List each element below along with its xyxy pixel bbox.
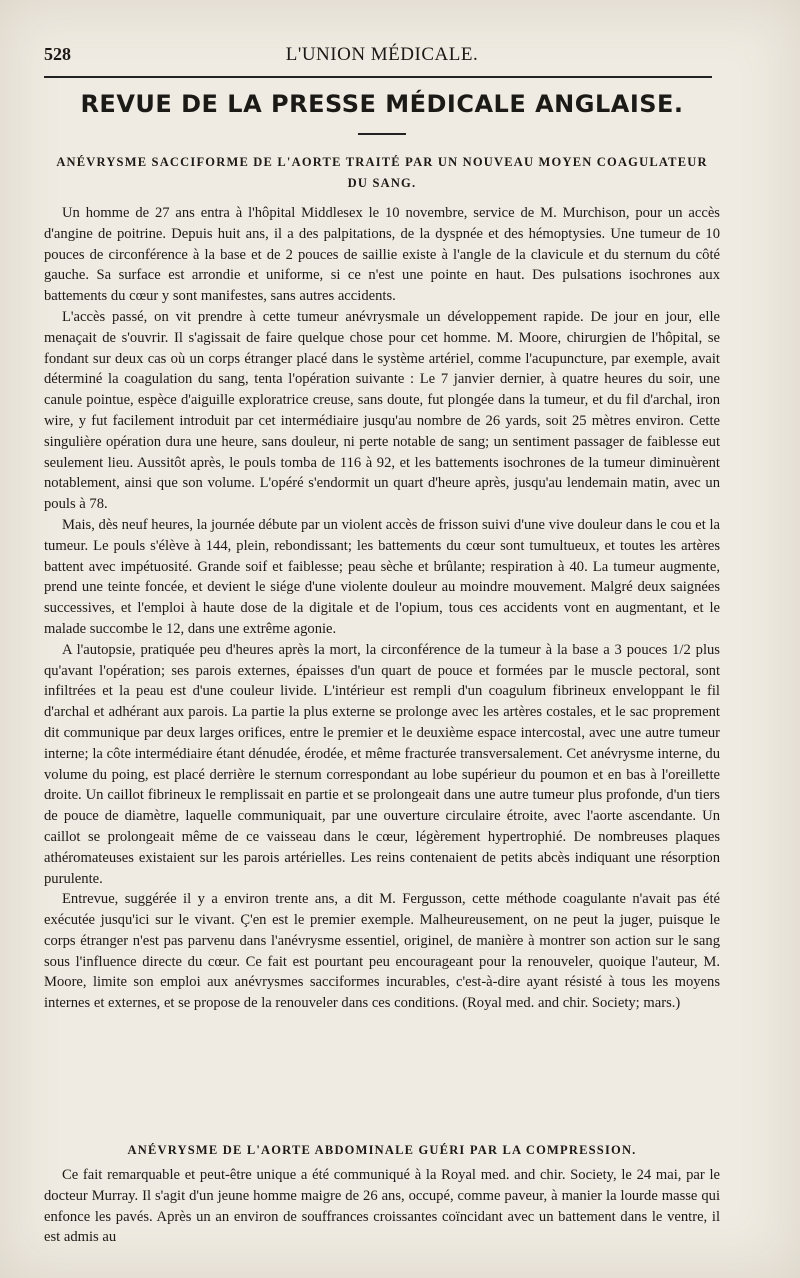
article2-body <box>44 1165 720 1248</box>
title-divider <box>358 133 406 135</box>
page-header <box>44 38 720 72</box>
article1-heading <box>44 152 720 194</box>
article1-paragraph: Entrevue, suggérée il y a environ trente ans, a dit M. Fergusson, cette méthode coagulante n'avait pas été exécutée jusqu'ici sur le vivant. Ç'en est le premier exemple. Malheureusement, on ne peut la juger, puisque le corps étranger n'est pas parvenu dans l'anévrysme essentiel, originel, de manière à montrer son action sur le sang sous l'influence directe du cœur. Ce fait est pourtant peu encourageant pour la renouveler, quoique l'auteur, M. Moore, limite son emploi aux anévrysmes sacciformes incurables, c'est-à-dire ayant résisté à tous les moyens internes et externes, et se propose de la renouveler dans ces conditions. (Royal med. and chir. Society; mars.) <box>44 891 720 1012</box>
article2-paragraph: Ce fait remarquable et peut-être unique a été communiqué à la Royal med. and chir. Society, le 24 mai, par le docteur Murray. Il s'agit d'un jeune homme maigre de 26 ans, occupé, comme paveur, à manier la lourde masse qui enfonce les pavés. Après un an environ de souffrances croissantes coïncidant avec un battement dans le ventre, il est admis au <box>44 1167 720 1246</box>
article1-paragraph: L'accès passé, on vit prendre à cette tumeur anévrysmale un développement rapide. De jour en jour, elle menaçait de s'ouvrir. Il s'agissait de faire quelque chose pour cet homme. M. Moore, chirurgien de l'hôpital, se fondant sur deux cas où un corps étranger placé dans le système artériel, comme l'acupuncture, par exemple, avait déterminé la coagulation du sang, tenta l'opération suivante : Le 7 janvier dernier, à quatre heures du soir, une canule pointue, espèce d'aiguille exploratrice creuse, sans doute, fut plongée dans la tumeur, et du fil d'archal, iron wire, y fut facilement introduit par cet intermédiaire jusqu'au nombre de 26 yards, soit 25 mètres environ. Cette singulière opération dura une heure, sans douleur, ni perte notable de sang; un sentiment passager de faiblesse eut seulement lieu. Aussitôt après, le pouls tomba de 116 à 92, et les battements isochrones de la tumeur diminuèrent notablement, ainsi que son volume. L'opéré s'endormit un quart d'heure après, jusqu'au lendemain matin, avec un pouls à 78. <box>44 308 720 513</box>
article1-paragraph: Mais, dès neuf heures, la journée débute par un violent accès de frisson suivi d'une vive douleur dans le cou et la tumeur. Le pouls s'élève à 144, plein, rebondissant; les battements du cœur sont tumultueux, et toutes les artères battent avec impétuosité. Grande soif et faiblesse; peau sèche et brûlante; respiration à 40. La tumeur augmente, prend une teinte foncée, et devient le siége d'une violente douleur au moindre mouvement. Malgré deux saignées successives, et l'emploi à haute dose de la digitale et de l'opium, tous ces accidents vont en augmentant, et le malade succombe le 12, dans une extrême agonie. <box>44 516 720 637</box>
section-title: REVUE DE LA PRESSE MÉDICALE ANGLAISE. <box>80 90 684 118</box>
article1-paragraph: A l'autopsie, pratiquée peu d'heures après la mort, la circonférence de la tumeur à la base a 3 pouces 1/2 plus qu'avant l'opération; ses parois externes, épaisses d'un quart de pouce et formées par le muscle pectoral, sont infiltrées et la peau est d'une couleur livide. L'intérieur est rempli d'un coagulum fibrineux enveloppant le fil d'archal et adhérant aux parois. La partie la plus externe se prolonge avec les artères costales, et le sac proprement dit communique par deux larges orifices, entre le premier et le deuxième espace intercostal, avec une autre tumeur interne; la côte intermédiaire étant dénudée, érodée, et même fracturée transversalement. Cet anévrysme interne, du volume du poing, est placé derrière le sternum correspondant au lobe supérieur du poumon et en bas à l'oreillette droite. Un caillot fibrineux le remplissait en partie et se prolongeait dans une autre tumeur plus profonde, d'un tiers de pouce de diamètre, laquelle communiquait, par une ouverture circulaire étroite, avec l'aorte ascendante. Un caillot se prolongeait même de ce vaisseau dans le cœur, légèrement hypertrophié. De nombreuses plaques athéromateuses existaient sur les parois artérielles. Les reins contenaient de petits abcès indiquant une résorption purulente. <box>44 641 720 887</box>
article1-body <box>44 203 720 1014</box>
article1-heading-line1: ANÉVRYSME SACCIFORME DE L'AORTE TRAITÉ PAR UN NOUVEAU MOYEN COAGULATEUR <box>56 155 708 169</box>
running-title: L'UNION MÉDICALE. <box>285 44 479 65</box>
article1-heading-line2: DU SANG. <box>347 176 417 190</box>
page-number: 528 <box>44 44 71 64</box>
article2-heading: ANÉVRYSME DE L'AORTE ABDOMINALE GUÉRI PAR LA COMPRESSION. <box>127 1143 637 1157</box>
header-rule <box>44 76 712 78</box>
article1-paragraph: Un homme de 27 ans entra à l'hôpital Middlesex le 10 novembre, service de M. Murchison, pour un accès d'angine de poitrine. Depuis huit ans, il a des palpitations, de la dyspnée et des hémoptysies. Une tumeur de 10 pouces de circonférence à la base et de 2 pouces de saillie existe à l'angle de la clavicule et du sternum du côté gauche. Sa surface est arrondie et uniforme, si ce n'est une pointe en haut. Des pulsations isochrones aux battements du cœur y sont manifestes, sans autres accidents. <box>44 205 720 305</box>
